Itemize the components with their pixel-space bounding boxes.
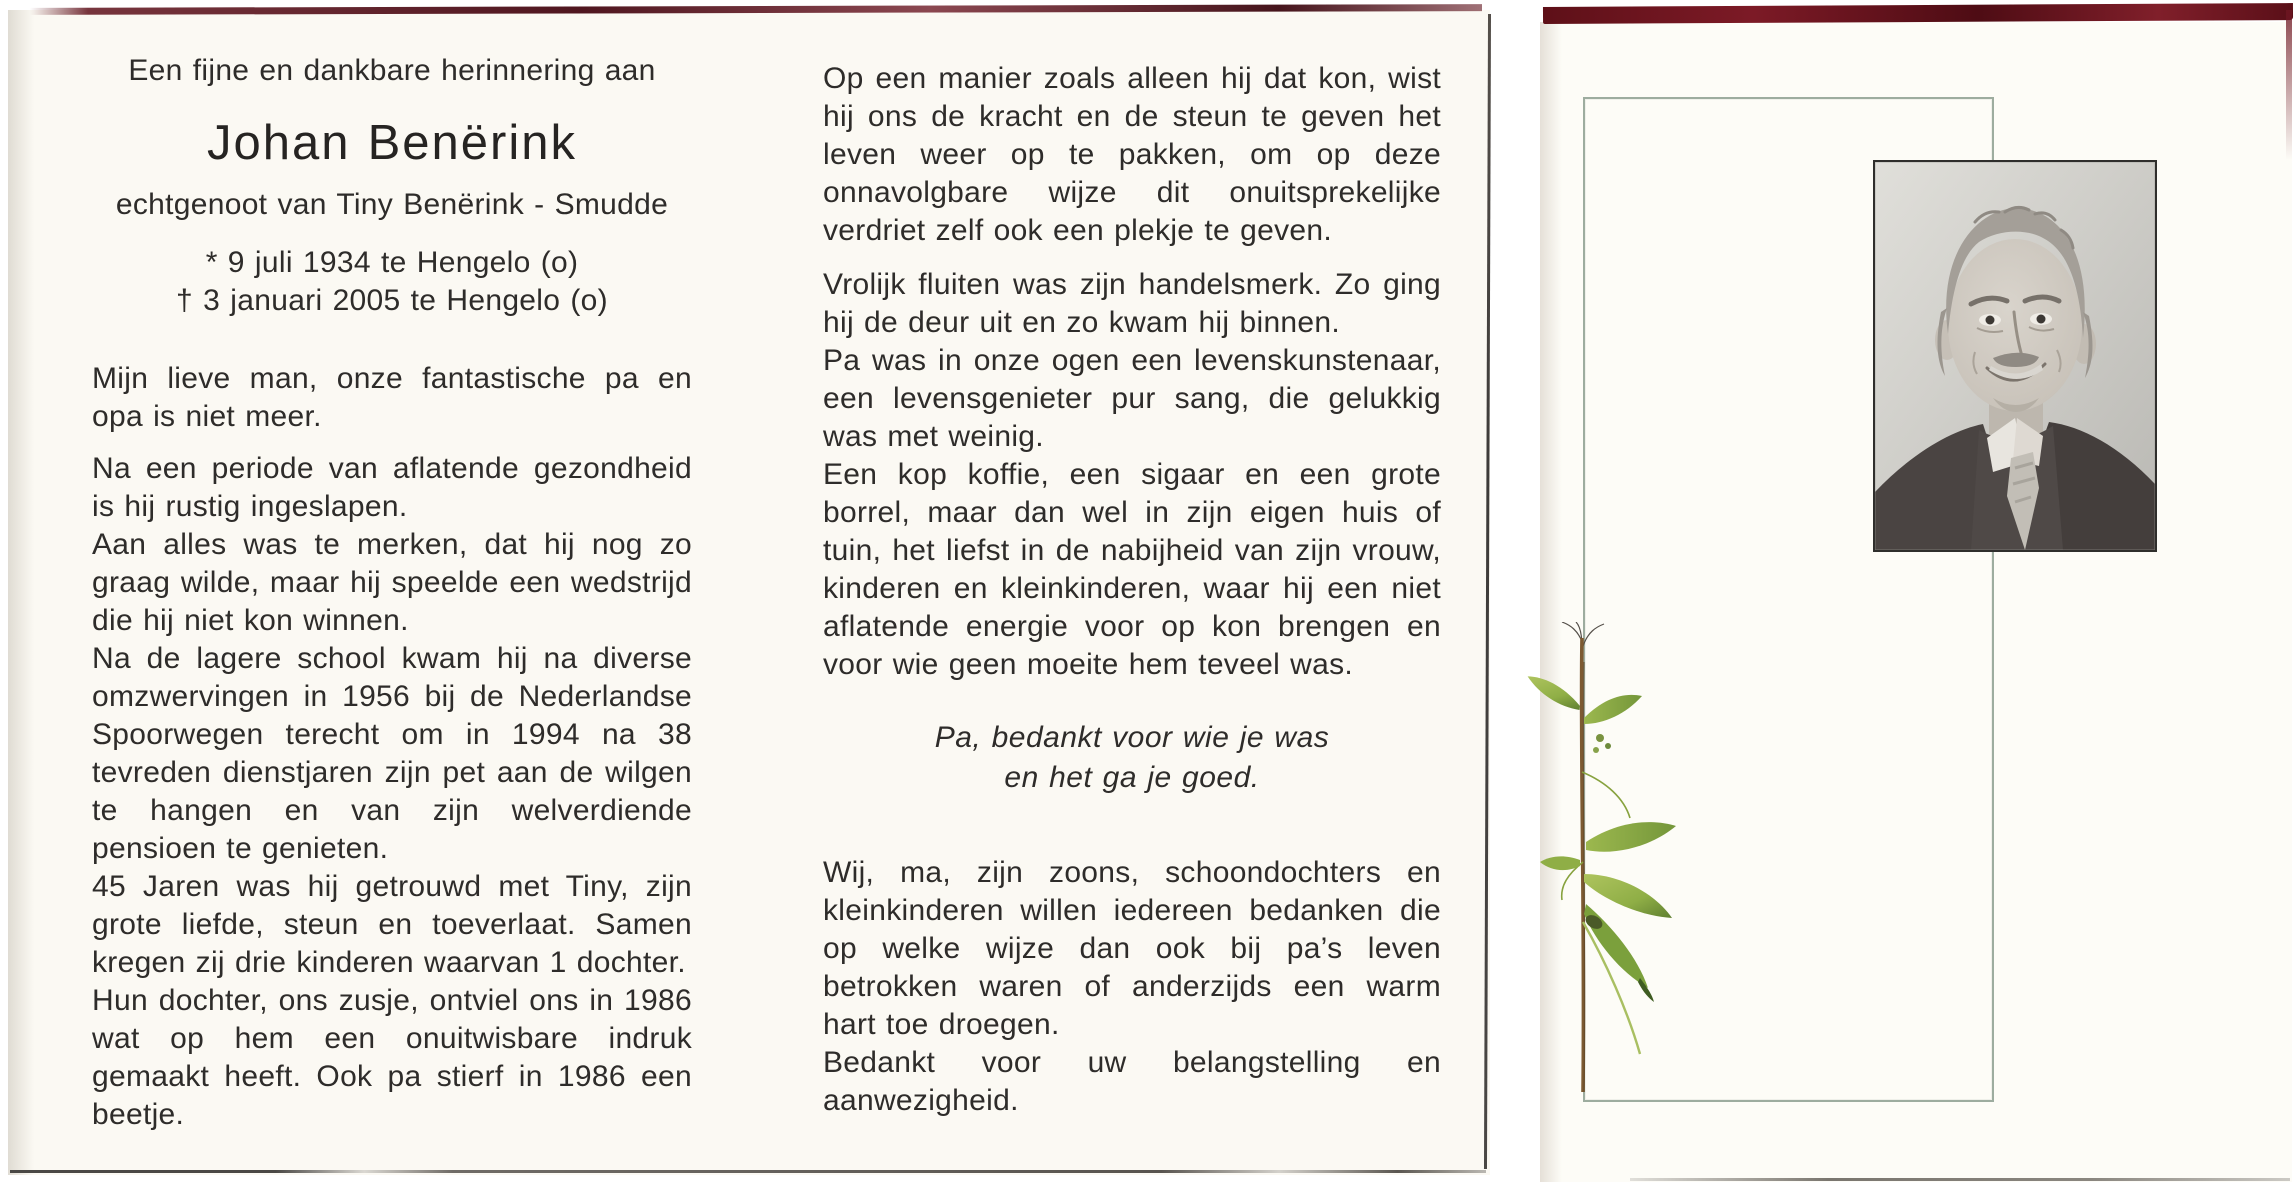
portrait-photo-graphic — [1875, 162, 2155, 550]
left-page — [8, 10, 1490, 1175]
birth-date-line: * 9 juli 1934 te Hengelo (o) — [205, 246, 579, 279]
column1-paragraph: Aan alles was te merken, dat hij nog zo graag wilde, maar hij speelde een wedstrijd die hij niet kon winnen. — [92, 528, 692, 637]
closing-quote — [823, 718, 1441, 798]
spine-red-edge-right — [1543, 3, 2293, 24]
portrait-photo — [1873, 160, 2157, 552]
text-column-2 — [823, 60, 1441, 1120]
intro-line: Een fijne en dankbare herinnering aan — [128, 54, 656, 87]
column2-paragraph: Pa was in onze ogen een levenskunstenaar, een levensgenieter pur sang, die gelukkig was met weinig. — [823, 344, 1441, 453]
plant-illustration — [1520, 622, 1720, 1102]
column2-paragraph: Bedankt voor uw belangstelling en aanwezigheid. — [823, 1046, 1441, 1117]
page-left-shadow — [8, 10, 34, 1175]
page-bottom-edge-line — [1630, 1178, 2290, 1181]
spouse-line: echtgenoot van Tiny Benërink - Smudde — [115, 188, 669, 221]
page-right-edge-line — [1484, 14, 1491, 1169]
column2-paragraph: Op een manier zoals alleen hij dat kon, wist hij ons de kracht en de steun te geven het leven weer op te pakken, om op deze onnavolgbare wijze dit onuitsprekelijke verdriet zelf ook een plekje te geven. — [823, 62, 1441, 247]
column1-paragraph: Mijn lieve man, onze fantastische pa en opa is niet meer. — [92, 362, 692, 433]
column2-paragraph: Een kop koffie, een sigaar en een grote borrel, maar dan wel in zijn eigen huis of tuin, het liefst in de nabijheid van zijn vrouw, kinderen en kleinkinderen, waar hij een niet aflatende energie voor op kon brengen en voor wie geen moeite hem teveel was. — [823, 458, 1441, 681]
text-column-1 — [92, 40, 692, 1134]
death-date-line: † 3 januari 2005 te Hengelo (o) — [176, 284, 608, 317]
quote-line: en het ga je goed. — [1004, 761, 1260, 794]
deceased-name: Johan Benërink — [206, 116, 577, 170]
column1-paragraph: Na de lagere school kwam hij na diverse omzwervingen in 1956 bij de Nederlandse Spoorwegen terecht om in 1994 na 38 tevreden dienstjaren zijn pet aan de wilgen te hangen en van zijn welverdiende pensioen te genieten. — [92, 642, 692, 865]
spine-red-corner-mark — [2286, 10, 2292, 160]
column1-paragraph: 45 Jaren was hij getrouwd met Tiny, zijn grote liefde, steun en toeverlaat. Samen kregen zij drie kinderen waarvan 1 dochter. — [92, 870, 692, 979]
dates-block — [92, 244, 692, 320]
page-bottom-edge-line — [10, 1170, 1486, 1173]
column1-paragraph: Hun dochter, ons zusje, ontviel ons in 1986 wat op hem een onuitwisbare indruk gemaakt heeft. Ook pa stierf in 1986 een beetje. — [92, 984, 692, 1131]
column1-paragraph: Na een periode van aflatende gezondheid is hij rustig ingeslapen. — [92, 452, 692, 523]
column2-paragraph: Vrolijk fluiten was zijn handelsmerk. Zo ging hij de deur uit en zo kwam hij binnen. — [823, 268, 1441, 339]
quote-line: Pa, bedankt voor wie je was — [934, 721, 1330, 754]
twig-graphic — [1520, 622, 1720, 1102]
column2-paragraph: Wij, ma, zijn zoons, schoondochters en kleinkinderen willen iedereen bedanken die op welke wijze dan ook bij pa’s leven betrokken waren of anderzijds een warm hart toe droegen. — [823, 856, 1441, 1041]
